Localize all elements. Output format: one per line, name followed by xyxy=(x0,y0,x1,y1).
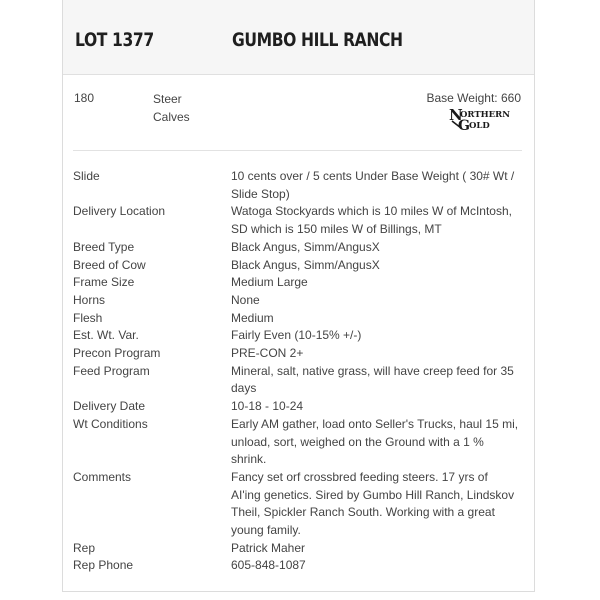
detail-row-rep-phone xyxy=(73,557,523,575)
northern-gold-logo xyxy=(449,107,521,131)
detail-label: Delivery Date xyxy=(73,399,146,414)
detail-label: Rep xyxy=(73,540,96,555)
lot-header xyxy=(63,0,534,75)
detail-value: 605-848-1087 xyxy=(231,558,306,573)
logo-letter-n: N xyxy=(449,107,463,124)
detail-row-delivery-date xyxy=(73,398,523,416)
kind-line-2: Calves xyxy=(153,109,190,124)
detail-label: Breed of Cow xyxy=(73,257,146,272)
detail-label: Slide xyxy=(73,169,100,183)
detail-value: Early AM gather, load onto Seller's Trucks, haul 15 mi, unload, sort, weighed on the Ground with a 1 % shrink. xyxy=(231,416,519,467)
lot-summary xyxy=(63,75,534,153)
detail-label: Frame Size xyxy=(73,275,135,290)
detail-value: 10-18 - 10-24 xyxy=(231,399,304,414)
logo-text-top: ORTHERN xyxy=(460,110,510,120)
detail-value: Black Angus, Simm/AngusX xyxy=(231,257,380,272)
detail-row-slide xyxy=(73,168,523,203)
detail-label: Horns xyxy=(73,292,106,307)
detail-row-delivery-location xyxy=(73,203,523,238)
head-count: 180 xyxy=(74,91,95,105)
detail-label: Delivery Location xyxy=(73,204,166,219)
detail-row-breed-type xyxy=(73,239,523,257)
detail-value: None xyxy=(231,292,260,307)
detail-row-est-wt-var xyxy=(73,327,523,345)
cattle-kind xyxy=(153,91,190,126)
logo-text-bottom: OLD xyxy=(469,121,490,131)
detail-value: Fancy set orf crossbred feeding steers. 17 yrs of AI'ing genetics. Sired by Gumbo Hill Ranch, Lindskov Theil, Spickler Ranch South. Working with a great young family. xyxy=(231,469,515,538)
detail-value: Fairly Even (10-15% +/-) xyxy=(231,328,362,343)
lot-number: LOT 1377 xyxy=(75,29,154,51)
kind-line-1: Steer xyxy=(153,92,182,106)
detail-row-feed-program xyxy=(73,363,523,398)
detail-row-horns xyxy=(73,292,523,310)
detail-value: Black Angus, Simm/AngusX xyxy=(231,239,380,254)
detail-label: Precon Program xyxy=(73,346,161,361)
section-divider xyxy=(73,150,522,151)
detail-value: PRE-CON 2+ xyxy=(231,346,304,361)
detail-value: Medium Large xyxy=(231,275,308,290)
detail-row-frame-size xyxy=(73,274,523,292)
detail-row-comments xyxy=(73,469,523,540)
lot-details xyxy=(73,168,523,575)
detail-label: Feed Program xyxy=(73,363,150,378)
detail-row-flesh xyxy=(73,310,523,328)
detail-value: Watoga Stockyards which is 10 miles W of McIntosh, SD which is 150 miles W of Billings, MT xyxy=(231,204,512,237)
detail-value: Medium xyxy=(231,310,274,325)
logo-letter-g: G xyxy=(458,118,470,131)
base-weight: Base Weight: 660 xyxy=(426,91,521,105)
ranch-name: GUMBO HILL RANCH xyxy=(232,29,403,51)
detail-value: Mineral, salt, native grass, will have creep feed for 35 days xyxy=(231,363,514,396)
detail-value: Patrick Maher xyxy=(231,540,306,555)
detail-label: Est. Wt. Var. xyxy=(73,328,139,343)
detail-row-precon-program xyxy=(73,345,523,363)
detail-label: Comments xyxy=(73,469,132,484)
detail-label: Flesh xyxy=(73,310,103,325)
detail-label: Wt Conditions xyxy=(73,416,148,431)
detail-label: Rep Phone xyxy=(73,558,134,573)
detail-row-breed-of-cow xyxy=(73,257,523,275)
detail-row-rep xyxy=(73,540,523,558)
detail-value: 10 cents over / 5 cents Under Base Weight ( 30# Wt / Slide Stop) xyxy=(231,169,515,201)
detail-label: Breed Type xyxy=(73,239,135,254)
detail-row-wt-conditions xyxy=(73,416,523,469)
